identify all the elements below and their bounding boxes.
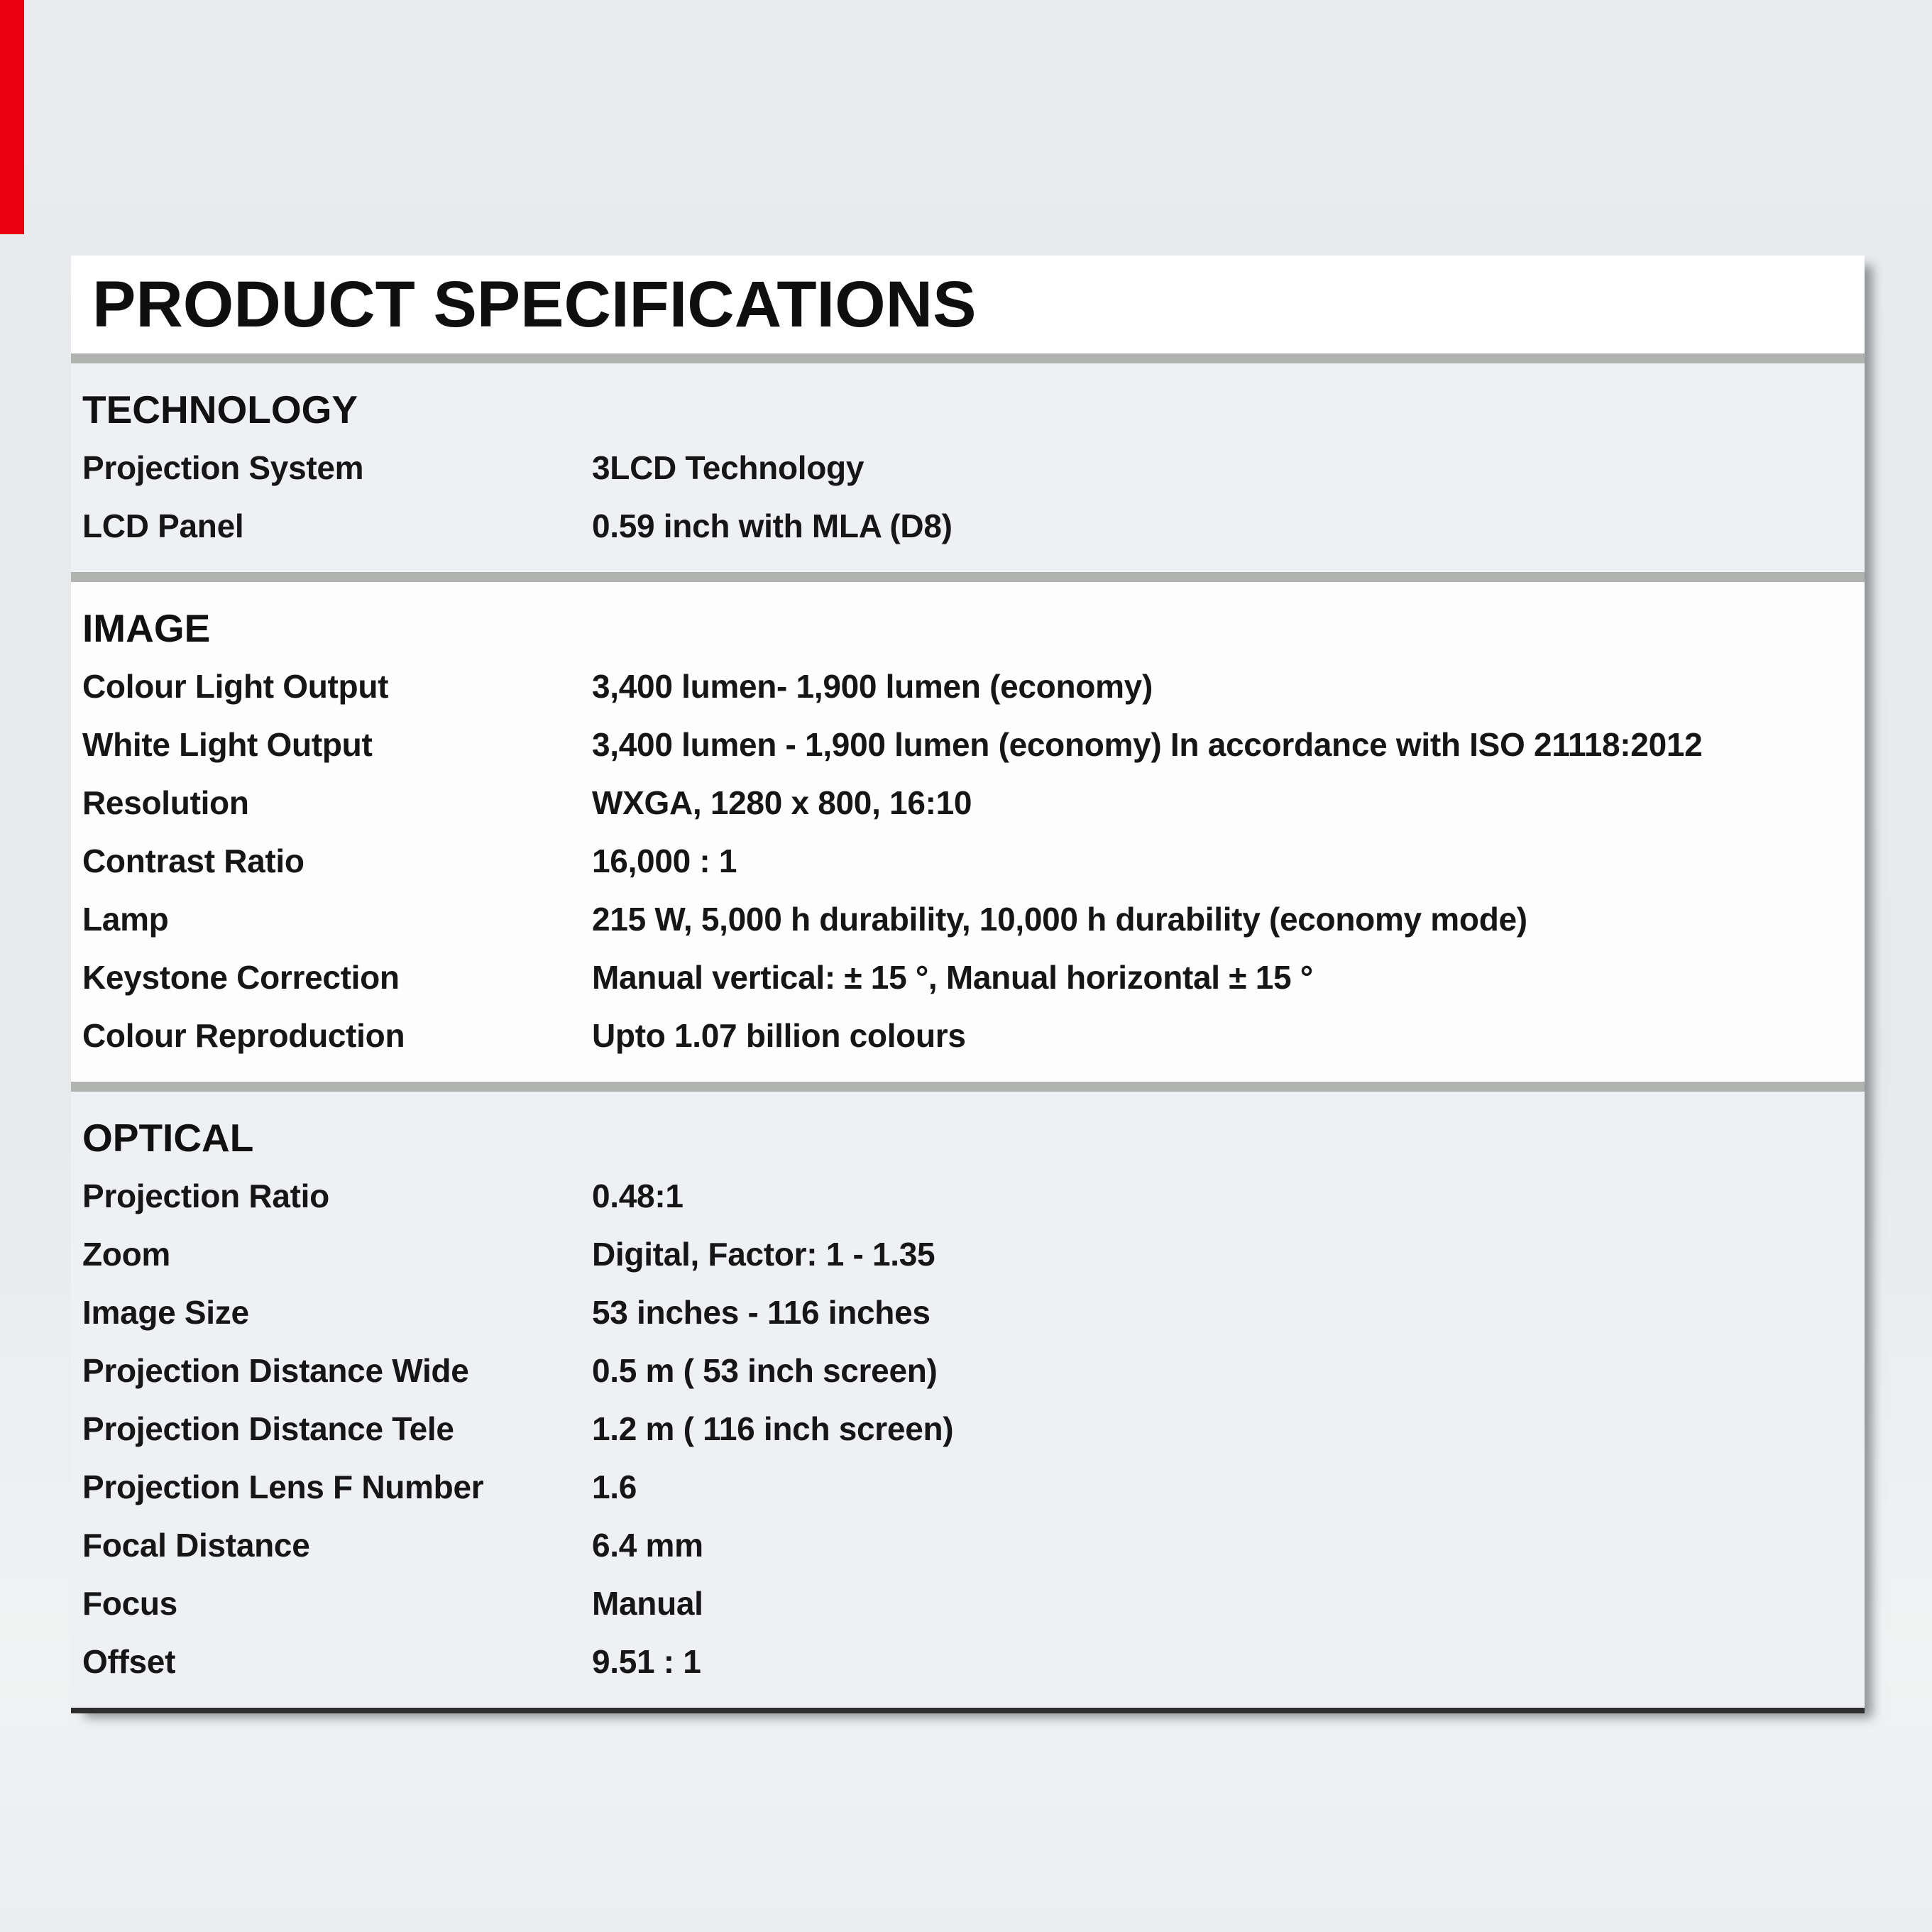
row-colour-reproduction [71,1006,1865,1065]
row-projection-distance-tele [71,1400,1865,1458]
red-accent-bar [0,0,24,234]
spec-label: Colour Reproduction [82,1017,405,1054]
spec-label: White Light Output [82,726,373,763]
title-band [71,256,1865,353]
row-lamp [71,890,1865,948]
section-header: OPTICAL [82,1116,254,1160]
spec-label: Projection Distance Tele [82,1410,454,1447]
row-focal-distance [71,1516,1865,1574]
section-image [71,582,1865,1082]
spec-label: LCD Panel [82,507,244,544]
section-header: TECHNOLOGY [82,388,358,432]
spec-value: WXGA, 1280 x 800, 16:10 [592,784,972,821]
spec-label: Colour Light Output [82,668,389,705]
spec-value: 0.59 inch with MLA (D8) [592,507,953,544]
spec-label: Projection Distance Wide [82,1352,469,1389]
row-colour-light-output [71,657,1865,715]
spec-label: Image Size [82,1294,249,1331]
spec-value: 6.4 mm [592,1527,703,1564]
row-resolution [71,774,1865,832]
row-focus [71,1574,1865,1632]
spec-value: 9.51 : 1 [592,1643,701,1680]
section-divider [71,353,1865,363]
section-header: IMAGE [82,606,211,650]
spec-label: Focal Distance [82,1527,310,1564]
section-technology [71,363,1865,572]
spec-value: 0.5 m ( 53 inch screen) [592,1352,938,1389]
spec-value: 0.48:1 [592,1178,684,1214]
spec-value: 53 inches - 116 inches [592,1294,931,1331]
spec-value: 16,000 : 1 [592,842,737,879]
spec-value: 3,400 lumen- 1,900 lumen (economy) [592,668,1153,705]
spec-label: Resolution [82,784,249,821]
row-offset [71,1632,1865,1691]
spec-label: Lamp [82,901,169,938]
spec-value: Upto 1.07 billion colours [592,1017,966,1054]
spec-value: 3LCD Technology [592,449,865,486]
row-projection-system [71,439,1865,497]
row-keystone-correction [71,948,1865,1006]
spec-label: Contrast Ratio [82,842,304,879]
spec-value: 1.2 m ( 116 inch screen) [592,1410,954,1447]
spec-label: Focus [82,1585,177,1622]
section-divider [71,572,1865,582]
row-image-size [71,1283,1865,1341]
row-lcd-panel [71,497,1865,555]
row-projection-lens-f-number [71,1458,1865,1516]
spec-label: Offset [82,1643,176,1680]
spec-label: Projection Ratio [82,1178,329,1214]
spec-value: Manual [592,1585,703,1622]
spec-value: Digital, Factor: 1 - 1.35 [592,1236,935,1273]
row-projection-ratio [71,1167,1865,1225]
spec-label: Projection Lens F Number [82,1469,484,1505]
spec-label: Keystone Correction [82,959,400,996]
spec-value: Manual vertical: ± 15 °, Manual horizontal ± 15 ° [592,959,1313,996]
spec-value: 215 W, 5,000 h durability, 10,000 h durability (economy mode) [592,901,1527,938]
row-white-light-output [71,715,1865,774]
spec-card [71,256,1865,1713]
spec-label: Zoom [82,1236,170,1273]
page-title: PRODUCT SPECIFICATIONS [92,268,977,341]
section-optical [71,1092,1865,1708]
spec-value: 1.6 [592,1469,637,1505]
row-contrast-ratio [71,832,1865,890]
spec-value: 3,400 lumen - 1,900 lumen (economy) In accordance with ISO 21118:2012 [592,726,1703,763]
row-zoom [71,1225,1865,1283]
row-projection-distance-wide [71,1341,1865,1400]
spec-label: Projection System [82,449,364,486]
section-divider [71,1082,1865,1092]
